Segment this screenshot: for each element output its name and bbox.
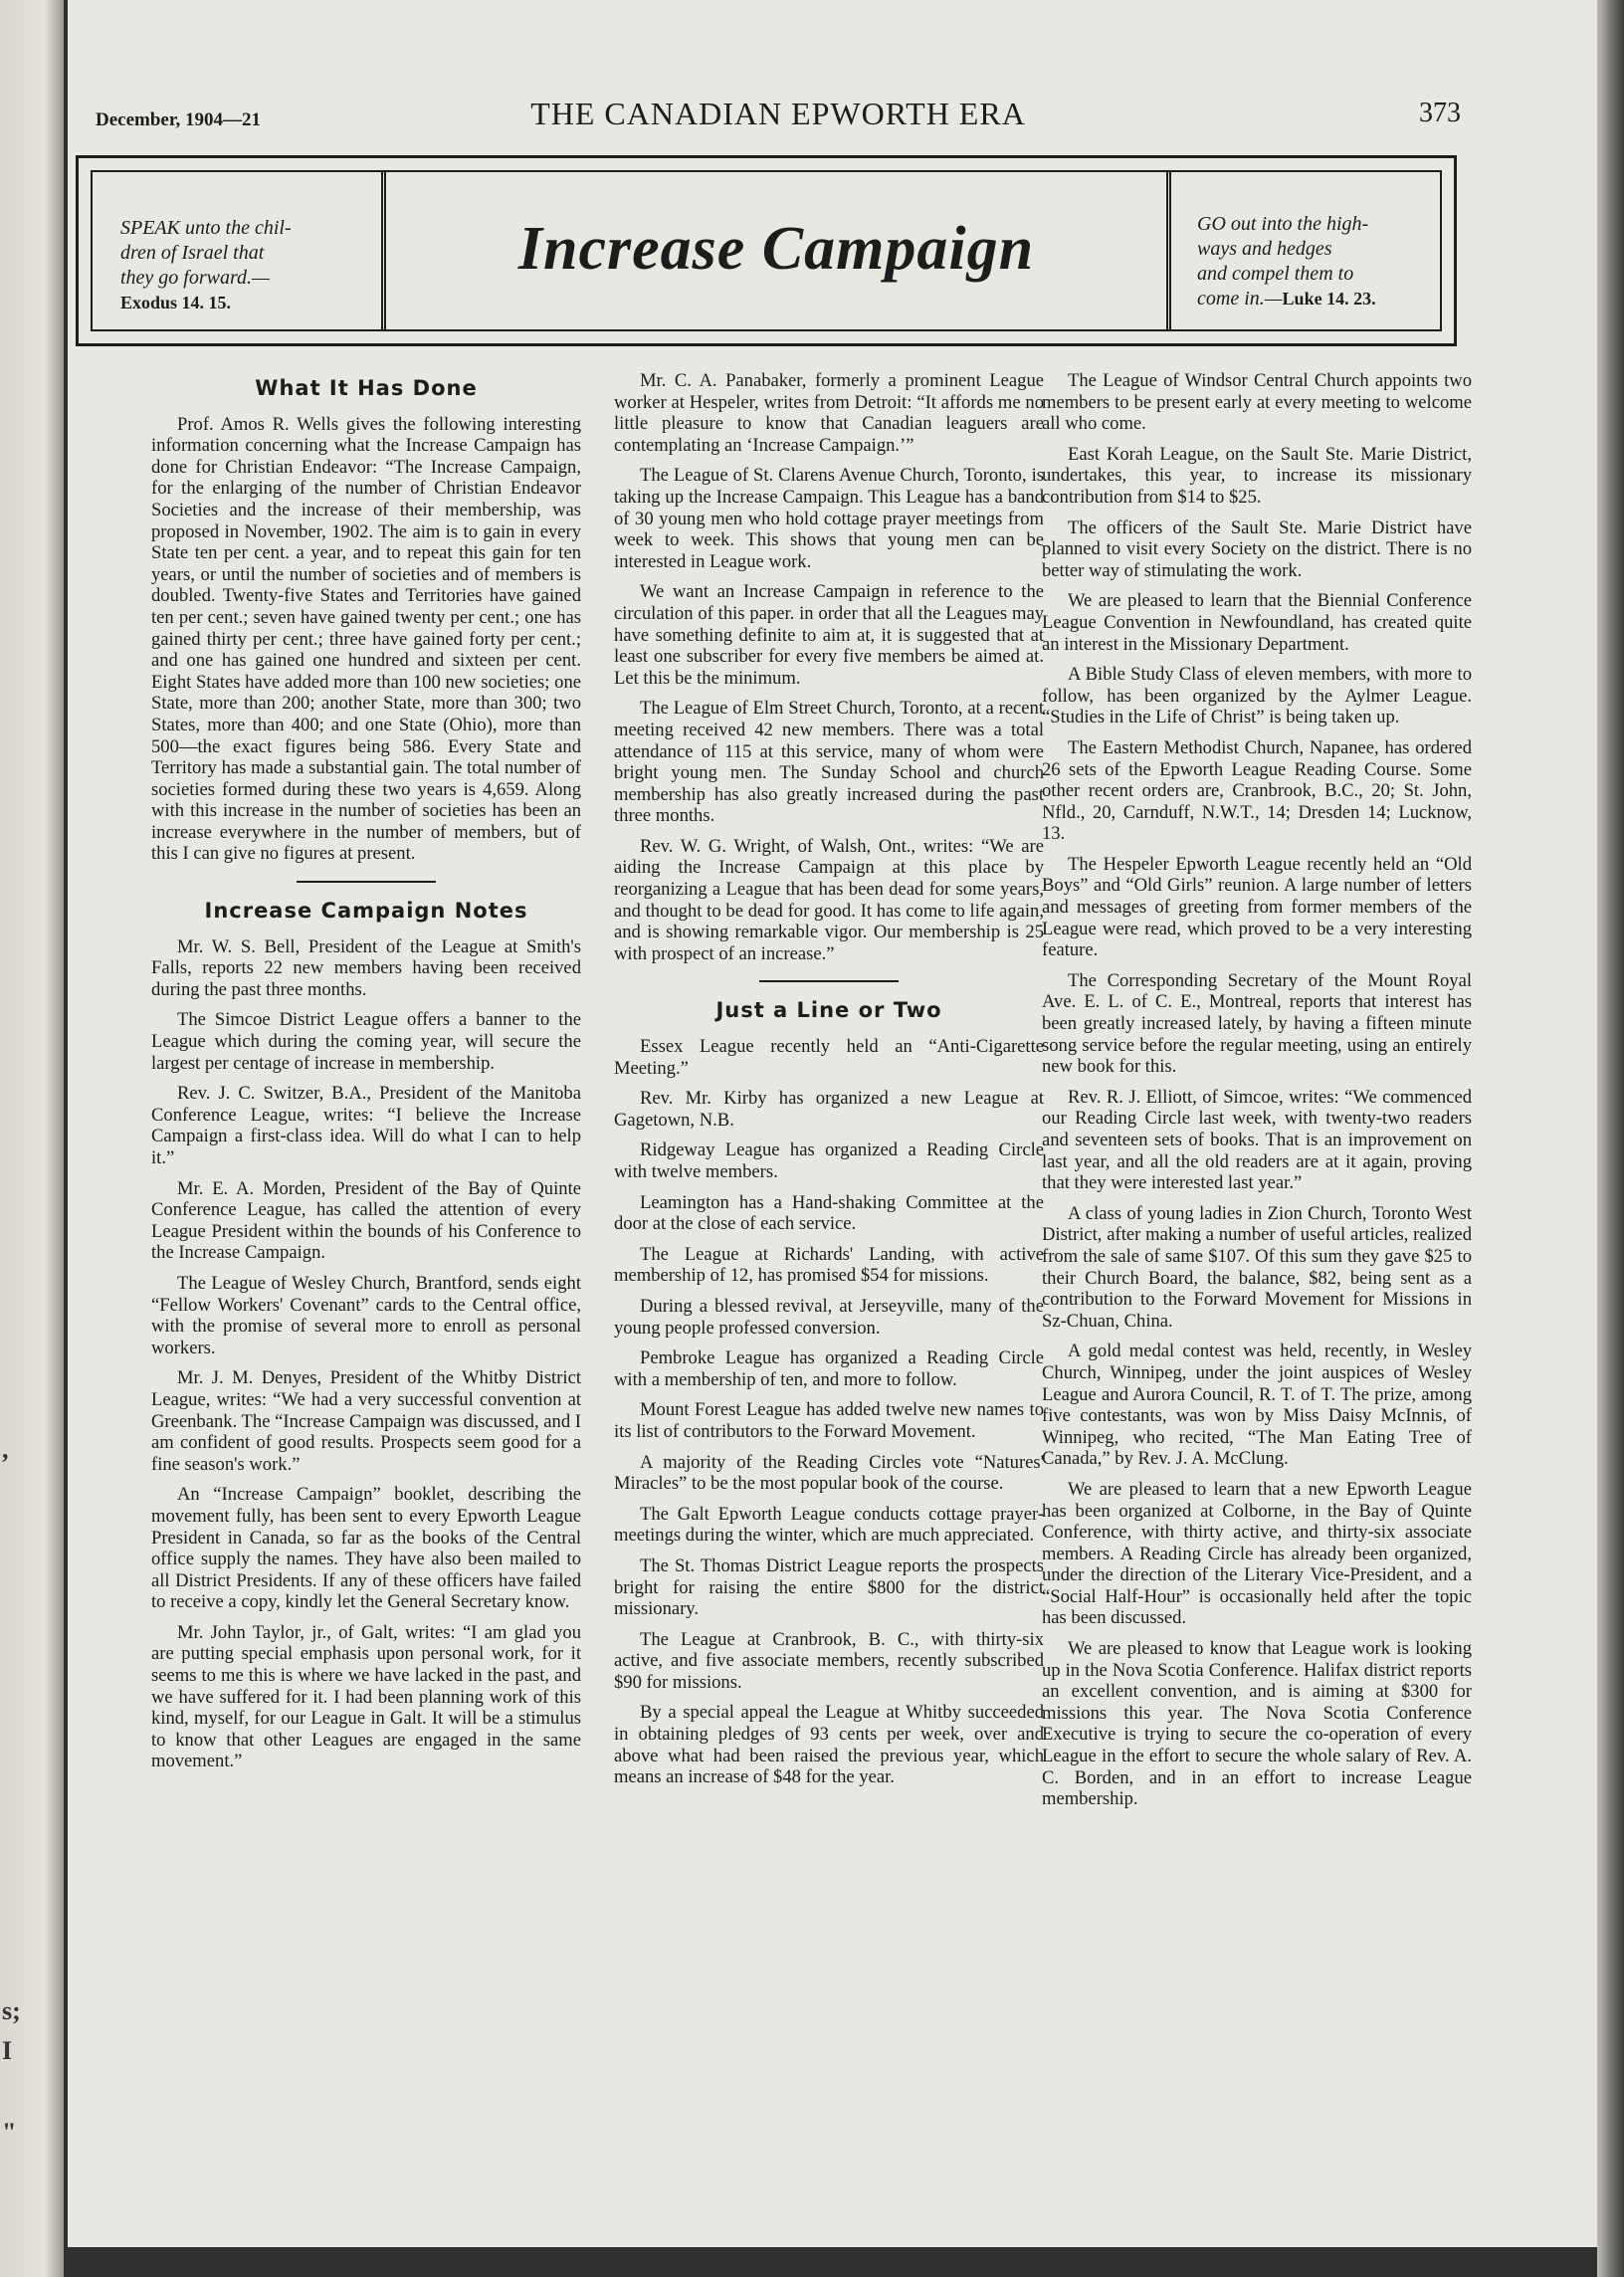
paragraph: Rev. Mr. Kirby has organized a new League at Gagetown, N.B. bbox=[614, 1088, 1044, 1131]
journal-title: THE CANADIAN EPWORTH ERA bbox=[530, 96, 1026, 131]
paragraph: The Eastern Methodist Church, Napanee, has ordered 26 sets of the Epworth League Reading Course. Some other recent orders are, Cranbrook, B.C., 20; St. John, Nfld., 20, Carnduff, N.W.T., 14; Dresden 14; Lucknow, 13. bbox=[1042, 736, 1472, 845]
scripture-ref-left: Exodus 14. 15. bbox=[120, 293, 232, 312]
running-head bbox=[96, 96, 1461, 139]
paragraph: The Corresponding Secretary of the Mount Royal Ave. E. L. of C. E., Montreal, reports that interest has been greatly increased lately, by having a fifteen minute song service before the regular meeting, using an entirely new book for this. bbox=[1042, 969, 1472, 1078]
paragraph: Ridgeway League has organized a Reading Circle with twelve members. bbox=[614, 1139, 1044, 1182]
paragraph: A majority of the Reading Circles vote “Natures' Miracles” to be the most popular book of the course. bbox=[614, 1451, 1044, 1495]
section-heading: Just a Line or Two bbox=[715, 998, 942, 1023]
paragraph: The League of Wesley Church, Brantford, sends eight “Fellow Workers' Covenant” cards to the Central office, with the promise of several more to enroll as personal workers. bbox=[151, 1272, 581, 1358]
section-heading: What It Has Done bbox=[255, 376, 478, 400]
paragraph: A gold medal contest was held, recently, in Wesley Church, Winnipeg, under the joint auspices of Wesley League and Aurora Council, R. T. of T. The prize, among five contestants, was won by Miss Daisy McInnis, of Winnipeg, who recited, “The Man Eating Tree of Canada,” by Rev. J. A. McClung. bbox=[1042, 1341, 1472, 1470]
paragraph: The League of Elm Street Church, Toronto, at a recent meeting received 42 new members. There was a total attendance of 115 at this service, many of whom were bright young men. The Sunday School and church membership has also greatly increased during the past three months. bbox=[614, 698, 1044, 827]
issue-date: December, 1904—21 bbox=[96, 109, 262, 130]
paragraph: Mr. W. S. Bell, President of the League at Smith's Falls, reports 22 new members having been received during the past three months. bbox=[151, 935, 581, 1000]
paragraph: The Simcoe District League offers a banner to the League which during the coming year, will secure the largest per centage of increase in membership. bbox=[151, 1009, 581, 1074]
binding-edge bbox=[1597, 0, 1624, 2277]
paragraph: Rev. R. J. Elliott, of Simcoe, writes: “We commenced our Reading Circle last week, with twenty-two readers and seventeen sets of books. That is an improvement on last year, and all the old readers are at it again, proving that they were interested last year.” bbox=[1042, 1086, 1472, 1194]
paragraph: A class of young ladies in Zion Church, Toronto West District, after making a number of useful articles, realized from the sale of same $107. Of this sum they gave $25 to their Church Board, the balance, $82, being sent as a contribution to the Forward Movement for Missions in Sz-Chuan, China. bbox=[1042, 1202, 1472, 1332]
column-2 bbox=[614, 370, 1044, 1797]
scripture-quote-left: SPEAK unto the chil- dren of Israel that they go forward.— Exodus 14. 15. bbox=[120, 216, 292, 315]
paragraph: The Galt Epworth League conducts cottage prayer-meetings during the winter, which are much appreciated. bbox=[614, 1503, 1044, 1547]
paragraph: Mr. E. A. Morden, President of the Bay of Quinte Conference League, has called the attention of every League President within the bounds of his Conference to the Increase Campaign. bbox=[151, 1177, 581, 1264]
scripture-quote-right: GO out into the high- ways and hedges and compel them to come in.—Luke 14. 23. bbox=[1197, 213, 1376, 310]
paragraph: During a blessed revival, at Jerseyville, many of the young people professed conversion. bbox=[614, 1295, 1044, 1339]
paragraph: We are pleased to know that League work is looking up in the Nova Scotia Conference. Halifax district reports an excellent convention, and is aiming at $300 for missions this year. The Nova Scotia Conference Executive is trying to secure the co-operation of every League in the effort to secure the whole salary of Rev. A. C. Borden, and in an effort to increase League membership. bbox=[1042, 1638, 1472, 1810]
margin-fragment: I bbox=[2, 2036, 13, 2065]
paragraph: The League of Windsor Central Church appoints two members to be present early at every meeting to welcome all who come. bbox=[1042, 370, 1472, 435]
paragraph: The League at Cranbrook, B. C., with thirty-six active, and five associate members, recently subscribed $90 for missions. bbox=[614, 1628, 1044, 1693]
banner-title: Increase Campaign bbox=[517, 215, 1035, 283]
paragraph: Essex League recently held an “Anti-Cigarette Meeting.” bbox=[614, 1036, 1044, 1079]
paragraph: Mr. C. A. Panabaker, formerly a prominent League worker at Hespeler, writes from Detroit: “It affords me no little pleasure to know that Canadian leaguers are contemplating an ‘Increase Campaign.’” bbox=[614, 370, 1044, 456]
paragraph: The officers of the Sault Ste. Marie District have planned to visit every Society on the district. There is no better way of stimulating the work. bbox=[1042, 517, 1472, 581]
scripture-box-left bbox=[93, 172, 386, 329]
scripture-box-right bbox=[1166, 172, 1440, 329]
paragraph: Mr. John Taylor, jr., of Galt, writes: “I am glad you are putting special emphasis upon personal work, for it seems to me this is where we have lacked in the past, and we have suffered for it. I had been planning work of this kind, myself, for our League in Galt. It will be a stimulus to know that other Leagues are engaged in the same movement.” bbox=[151, 1621, 581, 1772]
paragraph: The League at Richards' Landing, with active membership of 12, has promised $54 for missions. bbox=[614, 1243, 1044, 1287]
paragraph: An “Increase Campaign” booklet, describing the movement fully, has been sent to every Epworth League President in Canada, so far as the books of the Central office supply the names. They have also been mailed to all District Presidents. If any of these officers have failed to receive a copy, kindly let the General Secretary know. bbox=[151, 1484, 581, 1613]
column-3 bbox=[1042, 370, 1472, 1819]
paragraph: The League of St. Clarens Avenue Church, Toronto, is taking up the Increase Campaign. This League has a band of 30 young men who hold cottage prayer meetings from week to week. This shows that young men can be interested in League work. bbox=[614, 465, 1044, 572]
campaign-banner bbox=[76, 155, 1457, 346]
paragraph: Rev. J. C. Switzer, B.A., President of the Manitoba Conference League, writes: “I believe the Increase Campaign a first-class idea. Will do what I can to help it.” bbox=[151, 1083, 581, 1168]
margin-fragment: , bbox=[2, 1435, 9, 1464]
paragraph: East Korah League, on the Sault Ste. Marie District, undertakes, this year, to increase its missionary contribution from $14 to $25. bbox=[1042, 443, 1472, 508]
paragraph: Pembroke League has organized a Reading Circle with a membership of ten, and more to follow. bbox=[614, 1347, 1044, 1390]
paragraph: A Bible Study Class of eleven members, with more to follow, has been organized by the Aylmer League. “Studies in the Life of Christ” is being taken up. bbox=[1042, 664, 1472, 728]
paragraph: Rev. W. G. Wright, of Walsh, Ont., writes: “We are aiding the Increase Campaign at this place by reorganizing a League that has been dead for some years, and thought to be dead for good. It has come to life again, and is showing remarkable vigor. Our membership is 25 with prospect of an increase.” bbox=[614, 835, 1044, 964]
paragraph: We want an Increase Campaign in reference to the circulation of this paper. in order that all the Leagues may have something definite to aim at, it is suggested that at least one subscriber for every five members be aimed at. Let this be the minimum. bbox=[614, 581, 1044, 689]
page-number: 373 bbox=[1419, 98, 1461, 128]
scripture-ref-right: Luke 14. 23. bbox=[1282, 289, 1376, 309]
section-heading: Increase Campaign Notes bbox=[204, 899, 528, 924]
paragraph: Mount Forest League has added twelve new names to its list of contributors to the Forward Movement. bbox=[614, 1399, 1044, 1442]
paragraph: Prof. Amos R. Wells gives the following interesting information concerning what the Increase Campaign has done for Christian Endeavor: “The Increase Campaign, for the enlarging of the number of Christian Endeavor Societies and the increase of their membership, was proposed in November, 1902. The aim is to gain in every State ten per cent. a year, and to repeat this gain for ten years, or until the number of societies and of members is doubled. Twenty-five States and Territories have gained ten per cent.; seven have gained twenty per cent.; one has gained thirty per cent.; three have gained forty per cent.; and one has gained one hundred and sixteen per cent. Eight States have added more than 100 new societies; one State, more than 200; another State, more than 300; two States, more than 400; and one State (Ohio), more than 500—the exact figures being 586. Every State and Territory has made a substantial gain. The total number of societies formed during these two years is 4,659. Along with this increase in the number of societies has been an increase everywhere in the number of members, but of this I can give no figures at present. bbox=[151, 413, 581, 865]
margin-fragment: s; bbox=[2, 1996, 21, 2025]
paragraph: Mr. J. M. Denyes, President of the Whitby District League, writes: “We had a very successful convention at Greenbank. The “Increase Campaign was discussed, and I am confident of good results. Prospects seem good for a fine season's work.” bbox=[151, 1367, 581, 1475]
section-rule bbox=[297, 881, 436, 883]
paragraph: The Hespeler Epworth League recently held an “Old Boys” and “Old Girls” reunion. A large number of letters and messages of greeting from former members of the League were read, which proved to be a very interesting feature. bbox=[1042, 853, 1472, 961]
paragraph: We are pleased to learn that the Biennial Conference League Convention in Newfoundland, has created quite an interest in the Missionary Department. bbox=[1042, 590, 1472, 655]
paragraph: By a special appeal the League at Whitby succeeded in obtaining pledges of 93 cents per week, over and above what had been raised the previous year, which means an increase of $48 for the year. bbox=[614, 1702, 1044, 1788]
section-rule bbox=[759, 980, 899, 982]
paragraph: The St. Thomas District League reports the prospects bright for raising the entire $800 for the district missionary. bbox=[614, 1554, 1044, 1620]
paragraph: Leamington has a Hand-shaking Committee at the door at the close of each service. bbox=[614, 1191, 1044, 1235]
column-1 bbox=[151, 370, 581, 1781]
previous-page-edge bbox=[0, 0, 64, 2277]
margin-fragment: " bbox=[2, 2118, 17, 2147]
paragraph: We are pleased to learn that a new Epworth League has been organized at Colborne, in the Bay of Quinte Conference, with thirty active, and thirty-six associate members. A Reading Circle has already been organized, under the direction of the Literary Vice-President, and a “Social Half-Hour” is occasionally held after the topic has been discussed. bbox=[1042, 1478, 1472, 1629]
